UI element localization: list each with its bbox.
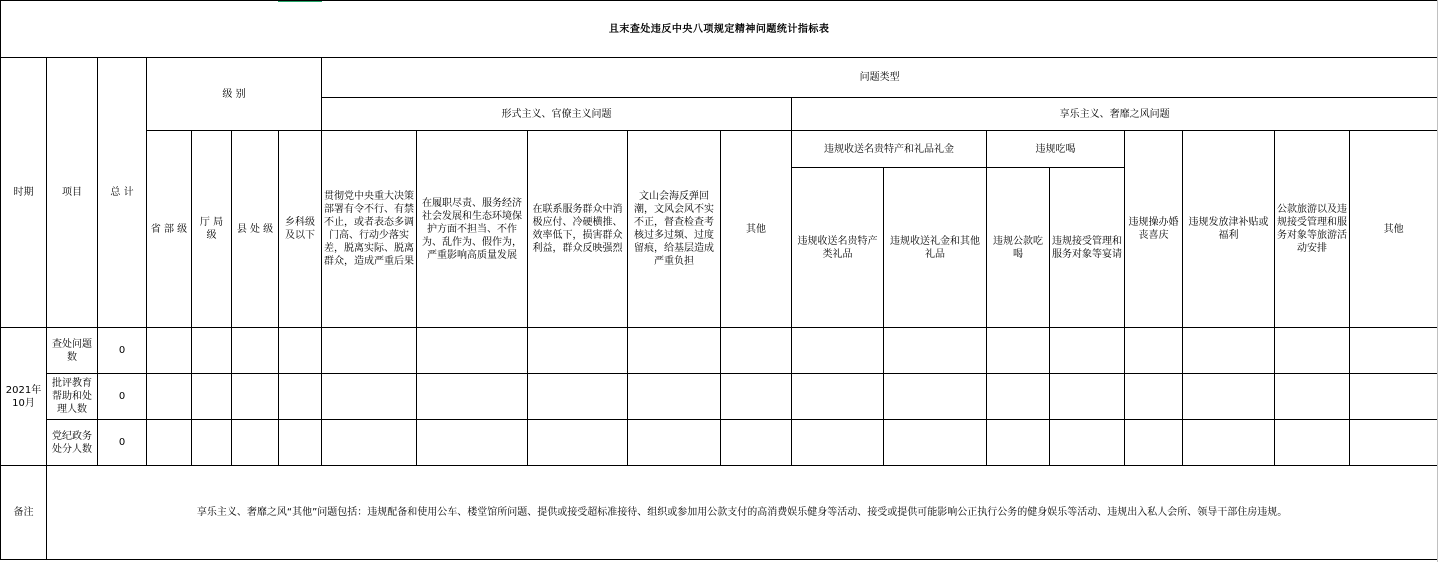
data-cell [884, 420, 987, 466]
row-label: 党纪政务处分人数 [47, 420, 98, 466]
data-cell [147, 374, 192, 420]
header-dining-treated: 违规接受管理和服务对象等宴请 [1050, 168, 1125, 328]
header-formalism-col-4: 文山会海反弹回潮，文风会风不实不正，督查检查考核过多过频、过度留痕，给基层造成严重负担 [628, 131, 721, 328]
header-formalism-bureaucratism: 形式主义、官僚主义问题 [322, 98, 792, 131]
data-cell [147, 420, 192, 466]
data-cell [192, 328, 232, 374]
data-cell [792, 374, 884, 420]
data-cell [628, 328, 721, 374]
data-cell [528, 420, 628, 466]
data-cell [417, 328, 528, 374]
header-total: 总 计 [98, 58, 147, 328]
data-cell [1183, 328, 1275, 374]
header-item: 项目 [47, 58, 98, 328]
table-row [1, 374, 1438, 420]
data-cell [884, 328, 987, 374]
data-cell [1350, 374, 1438, 420]
data-cell [1050, 374, 1125, 420]
data-cell [628, 374, 721, 420]
data-cell [1275, 420, 1350, 466]
header-hedonism-extravagance: 享乐主义、奢靡之风问题 [792, 98, 1438, 131]
header-dining-public: 违规公款吃喝 [987, 168, 1050, 328]
row-label: 批评教育帮助和处理人数 [47, 374, 98, 420]
data-cell [1050, 328, 1125, 374]
data-cell [987, 420, 1050, 466]
data-cell [987, 328, 1050, 374]
data-cell [1125, 420, 1183, 466]
row-total: 0 [98, 420, 147, 466]
data-cell [721, 328, 792, 374]
table-row [1, 420, 1438, 466]
data-cell [1350, 328, 1438, 374]
data-cell [721, 374, 792, 420]
data-cell [528, 374, 628, 420]
header-formalism-col-2: 在履职尽责、服务经济社会发展和生态环境保护方面不担当、不作为、乱作为、假作为，严重影响高质量发展 [417, 131, 528, 328]
data-cell [792, 328, 884, 374]
header-gifts-group: 违规收送名贵特产和礼品礼金 [792, 131, 987, 168]
sheet-edge-line [1437, 0, 1438, 562]
data-cell [884, 374, 987, 420]
data-cell [232, 374, 279, 420]
header-level: 级 别 [147, 58, 322, 131]
data-cell [232, 420, 279, 466]
header-formalism-col-1: 贯彻党中央重大决策部署有令不行、有禁不止，或者表态多调门高、行动少落实差，脱离实际、脱离群众，造成严重后果 [322, 131, 417, 328]
period-cell: 2021年10月 [1, 328, 47, 466]
header-level-county: 县 处 级 [232, 131, 279, 328]
data-cell [232, 328, 279, 374]
header-dining-group: 违规吃喝 [987, 131, 1125, 168]
data-cell [322, 374, 417, 420]
header-formalism-other: 其他 [721, 131, 792, 328]
row-label: 查处问题数 [47, 328, 98, 374]
header-formalism-col-3: 在联系服务群众中消极应付、冷硬横推、效率低下，损害群众利益，群众反映强烈 [528, 131, 628, 328]
data-cell [1183, 420, 1275, 466]
table-title: 且末查处违反中央八项规定精神问题统计指标表 [1, 1, 1438, 58]
data-cell [792, 420, 884, 466]
table-row [1, 328, 1438, 374]
header-level-section: 乡科级及以下 [279, 131, 322, 328]
data-cell [1275, 328, 1350, 374]
header-allowances: 违规发放津补贴或福利 [1183, 131, 1275, 328]
data-cell [322, 420, 417, 466]
data-cell [192, 374, 232, 420]
data-cell [279, 374, 322, 420]
header-level-provincial: 省 部 级 [147, 131, 192, 328]
header-gifts-specialty: 违规收送名贵特产类礼品 [792, 168, 884, 328]
data-cell [1125, 374, 1183, 420]
data-cell [417, 374, 528, 420]
row-total: 0 [98, 374, 147, 420]
data-cell [1350, 420, 1438, 466]
header-period: 时期 [1, 58, 47, 328]
data-cell [1050, 420, 1125, 466]
data-cell [147, 328, 192, 374]
data-cell [279, 328, 322, 374]
data-cell [192, 420, 232, 466]
data-cell [1275, 374, 1350, 420]
data-cell [322, 328, 417, 374]
header-gifts-money: 违规收送礼金和其他礼品 [884, 168, 987, 328]
data-cell [1125, 328, 1183, 374]
header-problem-type: 问题类型 [322, 58, 1438, 98]
data-cell [528, 328, 628, 374]
data-cell [987, 374, 1050, 420]
remarks-text: 享乐主义、奢靡之风“其他”问题包括：违规配备和使用公车、楼堂馆所问题、提供或接受超标准接待、组织或参加用公款支付的高消费娱乐健身等活动、接受或提供可能影响公正执行公务的健身娱乐等活动、违规出入私人会所、领导干部住房违规。 [47, 466, 1438, 560]
data-cell [1183, 374, 1275, 420]
header-public-travel: 公款旅游以及违规接受管理和服务对象等旅游活动安排 [1275, 131, 1350, 328]
data-cell [721, 420, 792, 466]
row-total: 0 [98, 328, 147, 374]
data-cell [417, 420, 528, 466]
data-cell [628, 420, 721, 466]
header-hedonism-other: 其他 [1350, 131, 1438, 328]
header-level-bureau: 厅 局 级 [192, 131, 232, 328]
remarks-label: 备注 [1, 466, 47, 560]
data-cell [279, 420, 322, 466]
header-weddings-funerals: 违规操办婚丧喜庆 [1125, 131, 1183, 328]
